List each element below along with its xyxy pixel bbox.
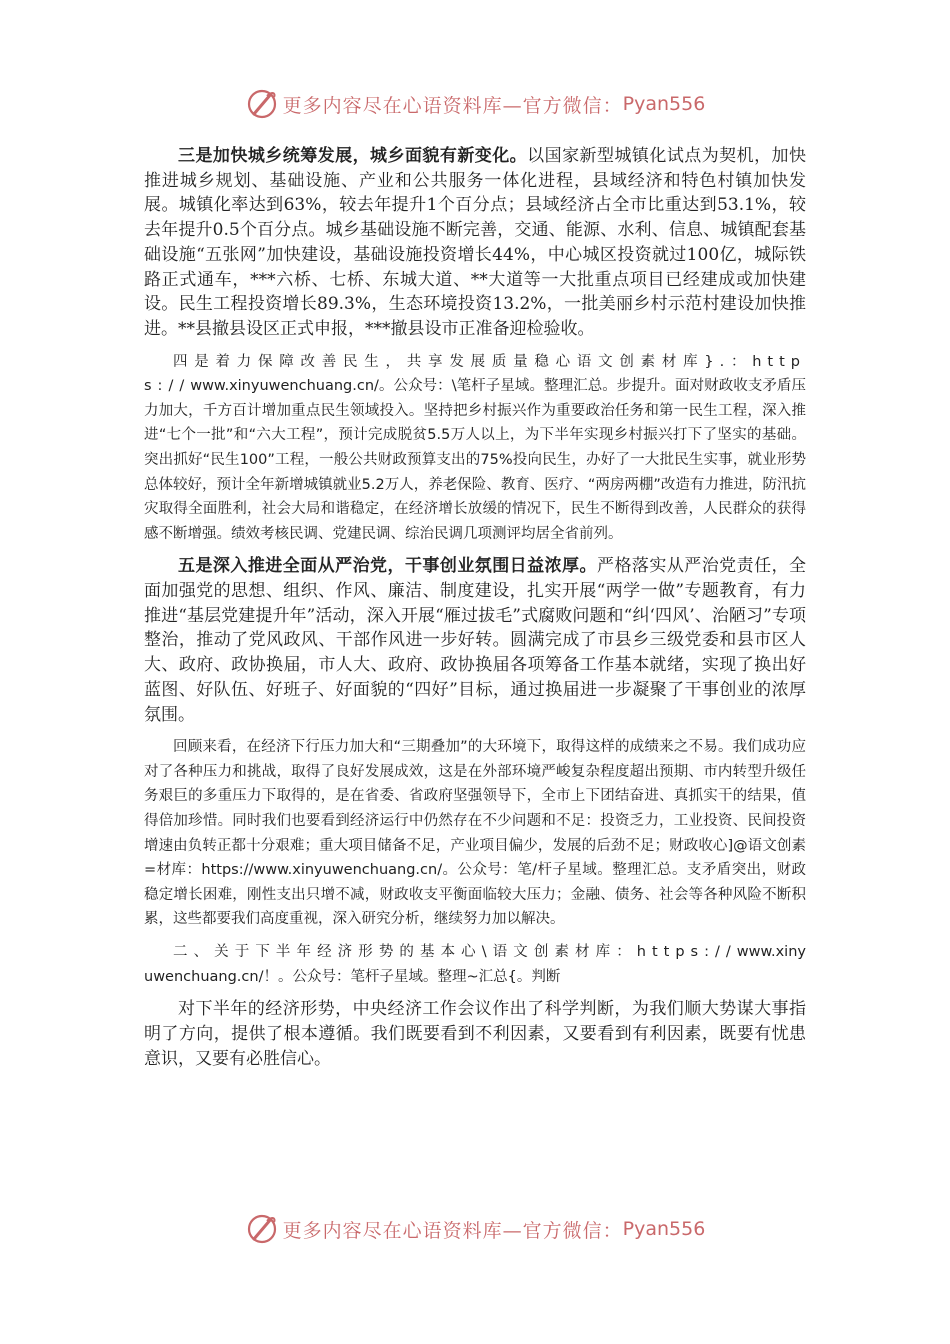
watermark-account: Pyan556 xyxy=(622,1218,706,1240)
paragraph-text: www.xinyuwenchuang.cn/！。公众号：笔杆子星域。整理~汇总{。判断 xyxy=(144,944,806,985)
paragraph-livelihood xyxy=(144,350,806,547)
document-body xyxy=(144,144,806,1071)
paragraph-text: 对下半年的经济形势，中央经济工作会议作出了科学判断，为我们顺大势谋大事指明了方向，提供了根本遵循。我们既要看到不利因素，又要看到有利因素，既要有忧患意识，又要有必胜信心。 xyxy=(144,999,806,1069)
pen-logo-icon xyxy=(245,1212,279,1246)
paragraph-text: 回顾来看，在经济下行压力加大和“三期叠加”的大环境下，取得这样的成绩来之不易。我们成功应对了各种压力和挑战，取得了良好发展成效，这是在外部环境严峻复杂程度超出预期、市内转型升级任务艰巨的多重压力下取得的，是在省委、省政府坚强领导下，全市上下团结奋进、真抓实干的结果，值得倍加珍惜。同时我们也要看到经济运行中仍然存在不少问题和不足：投资乏力，工业投资、民间投资增速由负转正都十分艰难；重大项目储备不足，产业项目偏少，发展的后劲不足；财政收心]@语文创素=材库：https://www.xinyuwenchuang.cn/。公众号：笔/杆子星域。整理汇总。支矛盾突出，财政稳定增长困难，刚性支出只增不减，财政收支平衡面临较大压力；金融、债务、社会等各种风险不断积累，这些都要我们高度重视，深入研究分析，继续努力加以解决。 xyxy=(144,739,806,928)
watermark-banner-top xyxy=(0,84,950,124)
paragraph-review xyxy=(144,735,806,932)
paragraph-party-governance xyxy=(144,554,806,727)
watermark-text: 更多内容尽在心语资料库—官方微信： xyxy=(282,94,623,117)
spaced-heading: 四是着力保障改善民生，共享发展质量稳心语文创素材库}.：https:// xyxy=(144,353,806,395)
paragraph-text: 严格落实从严治党责任，全面加强党的思想、组织、作风、廉洁、制度建设，扎实开展“两学一做”专题教育，有力推进“基层党建提升年”活动，深入开展“雁过拔毛”式腐败问题和“纠‘四风’、治陋习”专项整治，推动了党风政风、干部作风进一步好转。圆满完成了市县乡三级党委和县市区人大、政府、政协换届，市人大、政府、政协换届各项筹备工作基本就绪，实现了换出好蓝图、好队伍、好班子、好面貌的“四好”目标，通过换届进一步凝聚了干事创业的浓厚氛围。 xyxy=(144,556,807,725)
section-heading-economic-outlook xyxy=(144,940,806,989)
watermark-account: Pyan556 xyxy=(622,93,706,115)
pen-logo-icon xyxy=(245,87,279,121)
paragraph-text: 以国家新型城镇化试点为契机，加快推进城乡规划、基础设施、产业和公共服务一体化进程，县域经济和特色村镇加快发展。城镇化率达到63%，较去年提升1个百分点；县域经济占全市比重达到53.1%，较去年提升0.5个百分点。城乡基础设施不断完善，交通、能源、水利、信息、城镇配套基础设施“五张网”加快建设，基础设施投资增长44%，中心城区投资就过100亿，城际铁路正式通车，***六桥、七桥、东城大道、**大道等一大批重点项目已经建成或加快建设。民生工程投资增长89.3%，生态环境投资13.2%，一批美丽乡村示范村建设加快推进。**县撤县设区正式申报，***撤县设市正准备迎检验收。 xyxy=(144,146,807,339)
paragraph-urban-rural xyxy=(144,144,806,342)
paragraph-lead: 五是深入推进全面从严治党，干事创业氛围日益浓厚。 xyxy=(178,556,597,577)
paragraph-outlook xyxy=(144,997,806,1071)
spaced-heading: 二、关于下半年经济形势的基本心\语文创素材库：https:// xyxy=(173,944,737,961)
paragraph-text: www.xinyuwenchuang.cn/。公众号：\笔杆子星域。整理汇总。步提升。面对财政收支矛盾压力加大，千方百计增加重点民生领域投入。坚持把乡村振兴作为重要政治任务和第一民生工程，深入推进“七个一批”和“六大工程”，预计完成脱贫5.5万人以上，为下半年实现乡村振兴打下了坚实的基础。突出抓好“民生100”工程，一般公共财政预算支出的75%投向民生，办好了一大批民生实事，就业形势总体较好，预计全年新增城镇就业5.2万人，养老保险、教育、医疗、“两房两棚”改造有力推进，防汛抗灾取得全面胜利，社会大局和谐稳定，在经济增长放缓的情况下，民生不断得到改善，人民群众的获得感不断增强。绩效考核民调、党建民调、综治民调几项测评均居全省前列。 xyxy=(144,378,806,542)
watermark-text: 更多内容尽在心语资料库—官方微信： xyxy=(282,1219,623,1242)
paragraph-lead: 三是加快城乡统筹发展，城乡面貌有新变化。 xyxy=(178,146,528,166)
watermark-banner-bottom xyxy=(0,1209,950,1249)
